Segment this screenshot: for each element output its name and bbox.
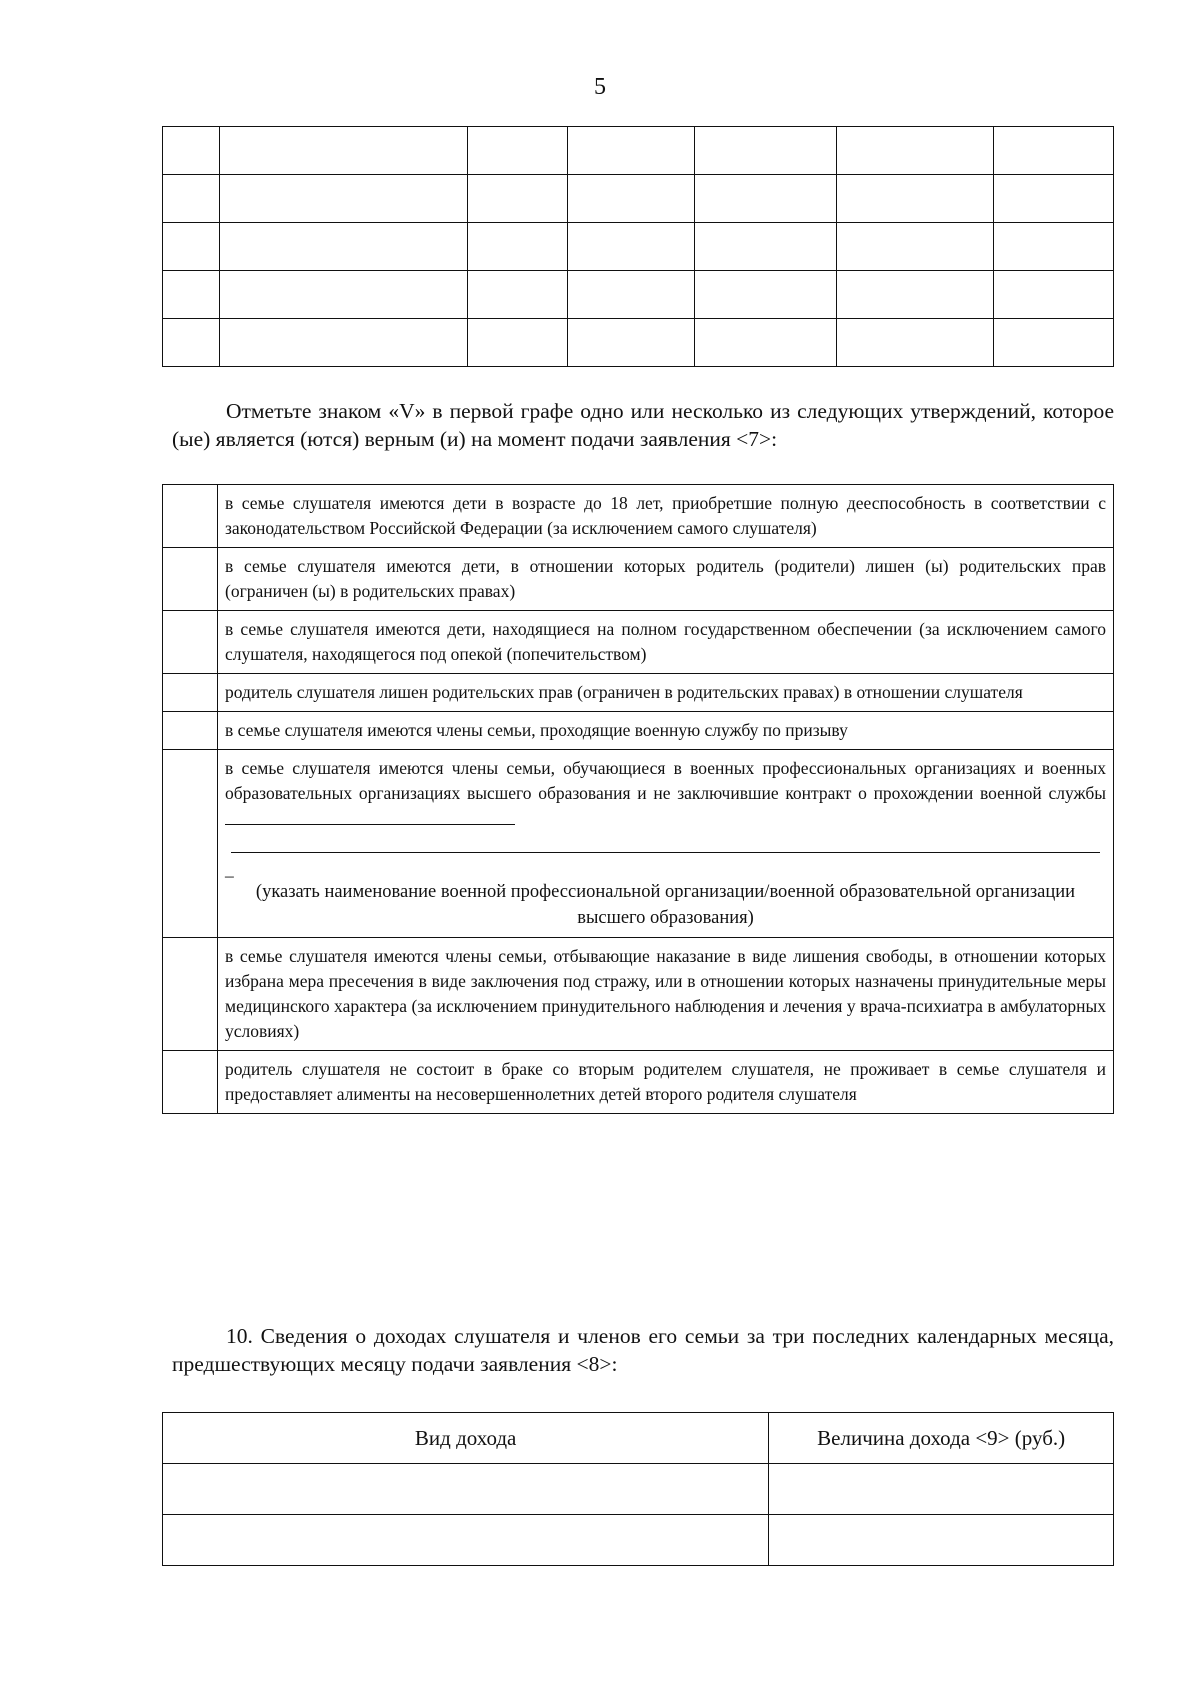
dash-mark: _: [225, 859, 234, 879]
income-type-cell[interactable]: [163, 1464, 769, 1515]
income-type-cell[interactable]: [163, 1515, 769, 1566]
checkbox-cell[interactable]: [163, 674, 218, 712]
checkbox-cell[interactable]: [163, 712, 218, 750]
continued-table: [162, 126, 1114, 367]
instruction-paragraph: Отметьте знаком «V» в первой графе одно или несколько из следующих утверждений, которое (ые) является (ются) верным (и) на момент подачи заявления <7>:: [172, 399, 1114, 451]
table-row: [163, 127, 1114, 175]
statement-text: в семье слушателя имеются члены семьи, отбывающие наказание в виде лишения свободы, в отношении которых избрана мера пресечения в виде заключения под стражу, или в отношении которых назначены принудительные меры медицинского характера (за исключением принудительного наблюдения и лечения у врача-психиатра в амбулаторных условиях): [218, 938, 1114, 1051]
table-row: [163, 271, 1114, 319]
income-amount-cell[interactable]: [769, 1515, 1114, 1566]
income-amount-cell[interactable]: [769, 1464, 1114, 1515]
statement-row: [163, 1051, 1114, 1114]
checkbox-cell[interactable]: [163, 485, 218, 548]
statement-text: родитель слушателя не состоит в браке со вторым родителем слушателя, не проживает в семье слушателя и предоставляет алименты на несовершеннолетних детей второго родителя слушателя: [218, 1051, 1114, 1114]
statement-row: [163, 611, 1114, 674]
table-row: [163, 223, 1114, 271]
statement-row: [163, 938, 1114, 1051]
checkbox-cell[interactable]: [163, 750, 218, 938]
statements-table: [162, 484, 1114, 1114]
checkbox-cell[interactable]: [163, 1051, 218, 1114]
table-row: [163, 1515, 1114, 1566]
statement-text: в семье слушателя имеются дети в возрасте до 18 лет, приобретшие полную дееспособность в соответствии с законодательством Российской Федерации (за исключением самого слушателя): [218, 485, 1114, 548]
column-header-income-type: Вид дохода: [163, 1413, 769, 1464]
income-paragraph: 10. Сведения о доходах слушателя и членов его семьи за три последних календарных месяца, предшествующих месяцу подачи заявления <8>:: [172, 1324, 1114, 1376]
statement-text: в семье слушателя имеются дети, находящиеся на полном государственном обеспечении (за исключением самого слушателя, находящегося под опекой (попечительством): [218, 611, 1114, 674]
statement-row: [163, 548, 1114, 611]
page-number: 5: [594, 74, 606, 100]
table-row: [163, 175, 1114, 223]
table-row: [163, 319, 1114, 367]
statement-row: [163, 485, 1114, 548]
organization-fill-line-2[interactable]: [231, 832, 1100, 853]
statement-row: [163, 750, 1114, 938]
table-header-row: [163, 1413, 1114, 1464]
checkbox-cell[interactable]: [163, 548, 218, 611]
statement-military: [218, 750, 1114, 938]
statement-row: [163, 674, 1114, 712]
income-table: [162, 1412, 1114, 1566]
statement-text: в семье слушателя имеются члены семьи, обучающиеся в военных профессиональных организациях и военных образовательных организациях высшего образования и не заключившие контракт о прохождении военной службы: [225, 758, 1106, 803]
field-caption: (указать наименование военной профессиональной организации/военной образовательной организации высшего образования): [255, 882, 1076, 928]
table-row: [163, 1464, 1114, 1515]
checkbox-cell[interactable]: [163, 611, 218, 674]
statement-text: родитель слушателя лишен родительских прав (ограничен в родительских правах) в отношении слушателя: [218, 674, 1114, 712]
statement-text: в семье слушателя имеются члены семьи, проходящие военную службу по призыву: [218, 712, 1114, 750]
statement-row: [163, 712, 1114, 750]
checkbox-cell[interactable]: [163, 938, 218, 1051]
column-header-income-amount: Величина дохода <9> (руб.): [769, 1413, 1114, 1464]
organization-fill-line[interactable]: [225, 806, 515, 825]
statement-text: в семье слушателя имеются дети, в отношении которых родитель (родители) лишен (ы) родительских прав (ограничен (ы) в родительских правах): [218, 548, 1114, 611]
